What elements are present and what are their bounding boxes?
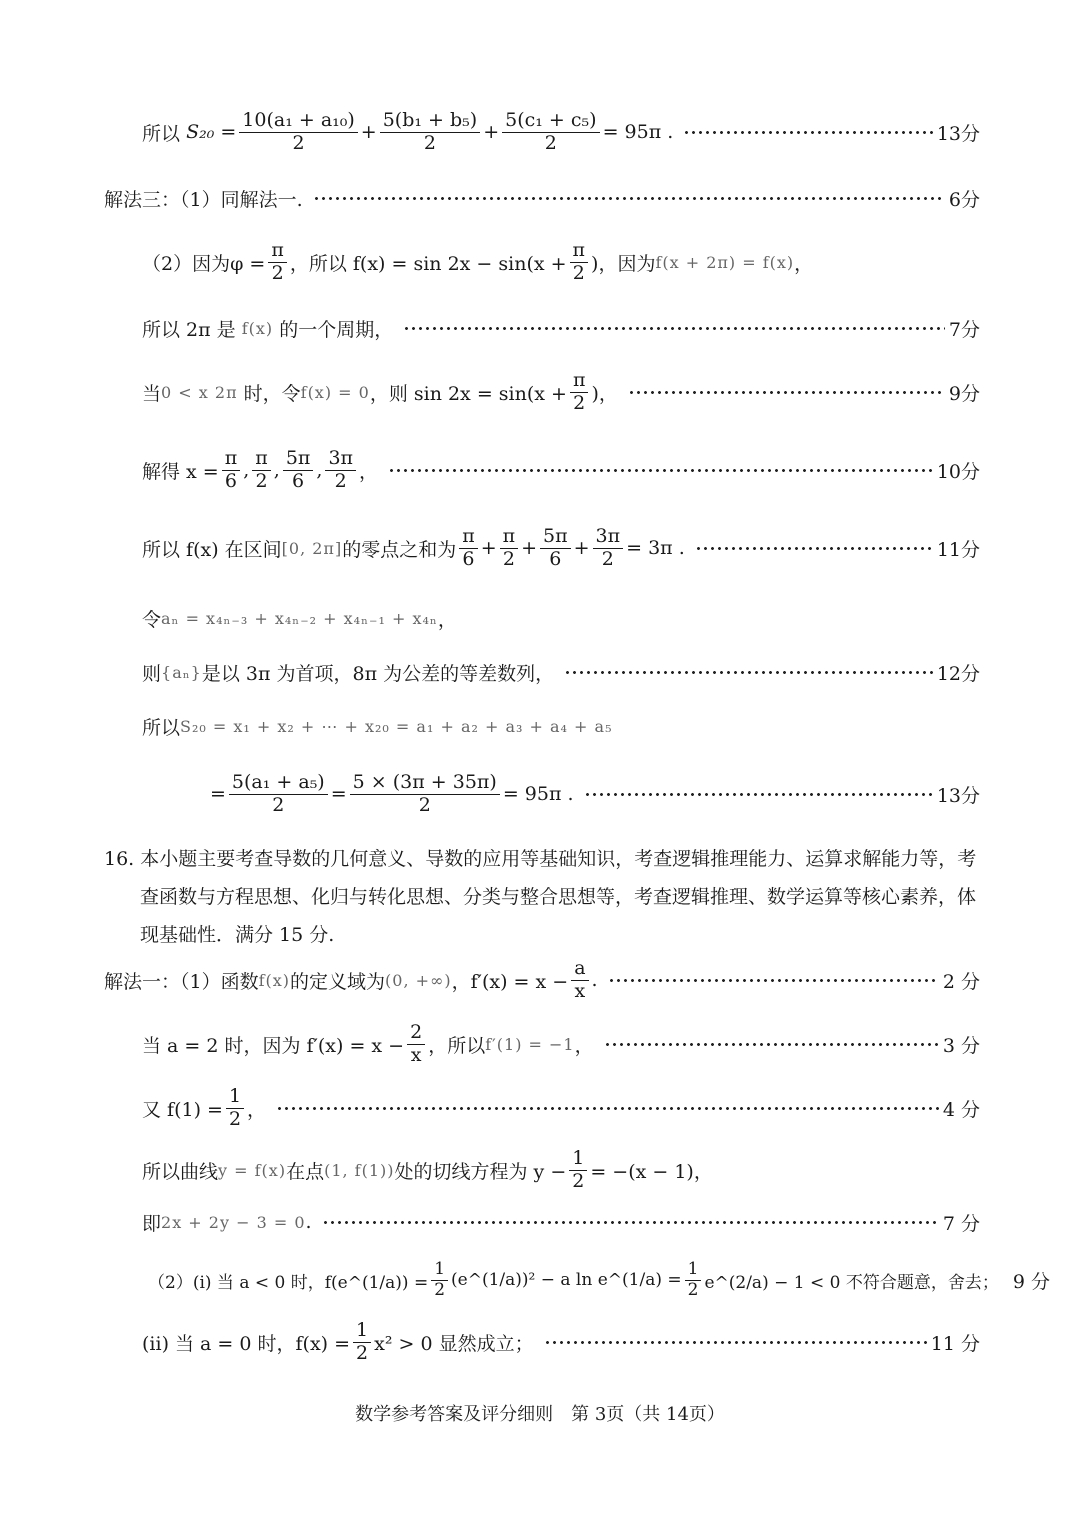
score-label: 13分 <box>936 122 980 145</box>
faint-formula: f(x) <box>258 970 291 990</box>
fraction: $\frac{1}{2}$ <box>569 1148 587 1193</box>
line-text: x² > 0 显然成立； <box>374 1332 534 1355</box>
solution-line-period <box>0 298 1080 358</box>
operator: + <box>360 121 377 143</box>
q16-line-case-negative <box>0 1250 1080 1310</box>
score-label: 11分 <box>936 538 980 561</box>
line-text: ， <box>574 1034 594 1057</box>
faint-formula: S₂₀ = x₁ + x₂ + ⋯ + x₂₀ = a₁ + a₂ + a₃ + a₄ + a₅ <box>180 716 613 736</box>
fraction: $\frac{\pi}{2}$ <box>570 370 589 415</box>
leader-dots <box>322 1221 939 1224</box>
line-text: 的零点之和为 <box>342 538 457 561</box>
leader-dots <box>683 131 933 134</box>
operator: + <box>483 121 500 143</box>
solution-line-zero-equation <box>0 362 1080 422</box>
line-text: 所以 f(x) 在区间 <box>142 538 282 561</box>
line-text: e^(2/a) − 1 < 0 不符合题意，舍去； <box>704 1272 999 1293</box>
line-text: 的定义域为 <box>290 970 386 993</box>
line-text: 所以曲线 <box>142 1160 219 1183</box>
line-text: ， <box>794 252 814 275</box>
fraction: $\frac{1}{2}$ <box>431 1260 448 1300</box>
formula-text: S₂₀ = <box>186 121 237 143</box>
solution-line-define-an <box>0 588 1080 648</box>
fraction: $\frac{\pi}{2}$ <box>570 240 589 285</box>
line-text: = 95π . <box>502 783 574 805</box>
fraction: $\frac{2}{x}$ <box>407 1022 425 1067</box>
fraction: $\frac{1}{2}$ <box>226 1086 244 1131</box>
faint-formula: f(x) = 0 <box>300 382 370 402</box>
solution-three-header <box>0 168 1080 228</box>
line-text: 当 a = 2 时，因为 f′(x) = x − <box>142 1034 405 1057</box>
faint-formula: f(x + 2π) = f(x) <box>655 252 795 272</box>
leader-dots <box>403 327 945 330</box>
score-label: 11 分 <box>930 1332 980 1355</box>
fraction: $\frac{\pi}{2}$ <box>500 526 519 571</box>
score-label: 12分 <box>936 662 980 685</box>
score-label: 9分 <box>948 382 980 405</box>
leader-dots <box>313 197 945 200</box>
line-text: 所以 <box>142 122 181 145</box>
page-footer: 数学参考答案及评分细则 第 3页（共 14页） <box>355 1404 725 1425</box>
score-label: 2 分 <box>942 970 980 993</box>
score-label: 9 分 <box>1012 1270 1050 1293</box>
leader-dots <box>695 547 933 550</box>
fraction: $\frac{3\pi}{2}$ <box>593 526 624 571</box>
score-label: 10分 <box>936 460 980 483</box>
fraction: $\frac{a}{x}$ <box>571 958 588 1003</box>
formula-text: = 95π . <box>602 121 674 143</box>
line-text: = <box>330 783 347 805</box>
q16-line-case-zero <box>0 1312 1080 1372</box>
line-text: 在点 <box>286 1160 325 1183</box>
q16-line-tangent <box>0 1140 1080 1200</box>
fraction: $\frac{\text{10(a₁ + a₁₀)}}{2}$ <box>239 110 358 155</box>
fraction: $\frac{5 \times (3\pi + 35\pi)}{2}$ <box>350 772 500 817</box>
leader-dots <box>608 979 939 982</box>
line-text: 令 <box>142 608 162 631</box>
line-text: = −(x − 1)， <box>590 1160 713 1183</box>
line-text: . <box>591 969 598 991</box>
line-text: = <box>210 783 226 805</box>
score-label: 7 分 <box>942 1212 980 1235</box>
fraction: $\frac{1}{2}$ <box>353 1320 371 1365</box>
faint-formula: (0, +∞) <box>385 970 452 990</box>
line-text: 解法一：（1）函数 <box>104 970 259 993</box>
q16-lead: 16. 本小题主要考查导数的几何意义、导数的应用等基础知识，考查逻辑推理能力、运算求解能力等，考 <box>104 848 977 870</box>
q16-body: 查函数与方程思想、化归与转化思想、分类与整合思想等，考查逻辑推理、数学运算等核心素养，体现基础性．满分 15 分. <box>140 886 977 946</box>
question-16-intro <box>104 840 980 954</box>
line-text: 时，令 <box>243 382 301 405</box>
line-text: 则 <box>142 662 162 685</box>
faint-formula: {aₙ} <box>161 662 202 682</box>
line-text: 解得 x = <box>142 460 219 483</box>
q16-line-derivative-at-1 <box>0 1014 1080 1074</box>
leader-dots <box>388 469 933 472</box>
leader-dots <box>604 1043 939 1046</box>
leader-dots <box>628 391 945 394</box>
line-text: ， <box>437 608 457 631</box>
line-text: 所以 <box>142 716 181 739</box>
score-label: 6分 <box>948 188 980 211</box>
line-text: (ii) 当 a = 0 时，f(x) = <box>142 1332 351 1355</box>
faint-formula: f′(1) = −1 <box>485 1034 575 1054</box>
fraction: $\frac{\pi}{6}$ <box>459 526 478 571</box>
line-text: 是以 3π 为首项，8π 为公差的等差数列， <box>201 662 555 685</box>
line-text: ，f′(x) = x − <box>451 970 569 993</box>
leader-dots <box>564 671 933 674</box>
line-text: = 3π . <box>626 537 685 559</box>
leader-dots <box>584 793 933 796</box>
solution-line-arithmetic-seq <box>0 642 1080 702</box>
line-text: （2）(i) 当 a < 0 时，f(e^(1/a)) = <box>148 1272 429 1293</box>
solution-line-roots: 解得 x = $\frac{\pi}{6}$ , $\frac{\pi}{2}$ , $\frac{5\pi}{6}$ , $\frac{3\pi}{2}$ ， 10分 <box>142 446 980 492</box>
solution-line-s20-sum <box>0 102 1080 162</box>
fraction: $\frac{\text{5(c₁ + c₅)}}{2}$ <box>502 110 599 155</box>
leader-dots <box>544 1341 927 1344</box>
faint-formula: 0 < x 2π <box>161 382 238 402</box>
line-text: )，因为 <box>591 252 656 275</box>
line-text: . <box>305 1211 312 1233</box>
line-text: (e^(1/a))² − a ln e^(1/a) = <box>451 1270 682 1290</box>
score-label: 13分 <box>936 784 980 807</box>
line-text: 处的切线方程为 y − <box>394 1160 567 1183</box>
solution-line-s20-result <box>0 764 1080 824</box>
line-text: ， <box>359 460 379 483</box>
line-text: 所以 2π 是 <box>142 318 236 341</box>
line-text: 即 <box>142 1212 162 1235</box>
q16-line-domain <box>0 950 1080 1010</box>
line-text: 当 <box>142 382 162 405</box>
faint-formula: y = f(x) <box>218 1160 287 1180</box>
faint-formula: [0, 2π] <box>281 538 343 558</box>
fraction: $\frac{5\pi}{6}$ <box>540 526 571 571</box>
fraction: $\frac{3\pi}{2}$ <box>325 448 356 493</box>
line-text: ， <box>247 1098 267 1121</box>
score-label: 4 分 <box>942 1098 980 1121</box>
q16-line-f1 <box>0 1078 1080 1138</box>
leader-dots <box>276 1107 939 1110</box>
score-label: 7分 <box>948 318 980 341</box>
faint-formula: f(x) <box>241 318 274 338</box>
q16-line-tangent-result <box>0 1192 1080 1252</box>
line-text: ，所以 <box>428 1034 486 1057</box>
solution-line-phi <box>0 232 1080 292</box>
solution-line-zero-sum: 所以 f(x) 在区间 [0, 2π] 的零点之和为 $\frac{\pi}{6}$ + $\frac{\pi}{2}$ + $\frac{5\pi}{6}$ + $\frac{3\pi}{2}$ = 3π . 11分 <box>142 524 980 570</box>
line-text: ，则 sin 2x = sin(x + <box>369 382 567 405</box>
fraction: $\frac{1}{2}$ <box>685 1260 702 1300</box>
fraction: $\frac{5\pi}{6}$ <box>283 448 314 493</box>
fraction: $\frac{\pi}{2}$ <box>268 240 287 285</box>
line-text: )， <box>591 382 618 405</box>
faint-formula: (1, f(1)) <box>324 1160 395 1180</box>
fraction: $\frac{\pi}{2}$ <box>252 448 271 493</box>
faint-formula: 2x + 2y − 3 = 0 <box>161 1212 306 1232</box>
line-text: （2）因为φ = <box>142 252 266 275</box>
fraction: $\frac{\pi}{6}$ <box>222 448 241 493</box>
fraction: $\frac{\text{5(b₁ + b₅)}}{2}$ <box>380 110 480 155</box>
line-text: 解法三：（1）同解法一. <box>104 188 303 211</box>
score-label: 3 分 <box>942 1034 980 1057</box>
fraction: $\frac{\text{5(a₁ + a₅)}}{2}$ <box>229 772 328 817</box>
line-text: ，所以 f(x) = sin 2x − sin(x + <box>289 252 567 275</box>
line-text: 又 f(1) = <box>142 1098 223 1121</box>
line-text: 的一个周期， <box>279 318 394 341</box>
solution-line-s20-expand <box>0 696 1080 756</box>
faint-formula: aₙ = x₄ₙ₋₃ + x₄ₙ₋₂ + x₄ₙ₋₁ + x₄ₙ <box>161 608 438 628</box>
